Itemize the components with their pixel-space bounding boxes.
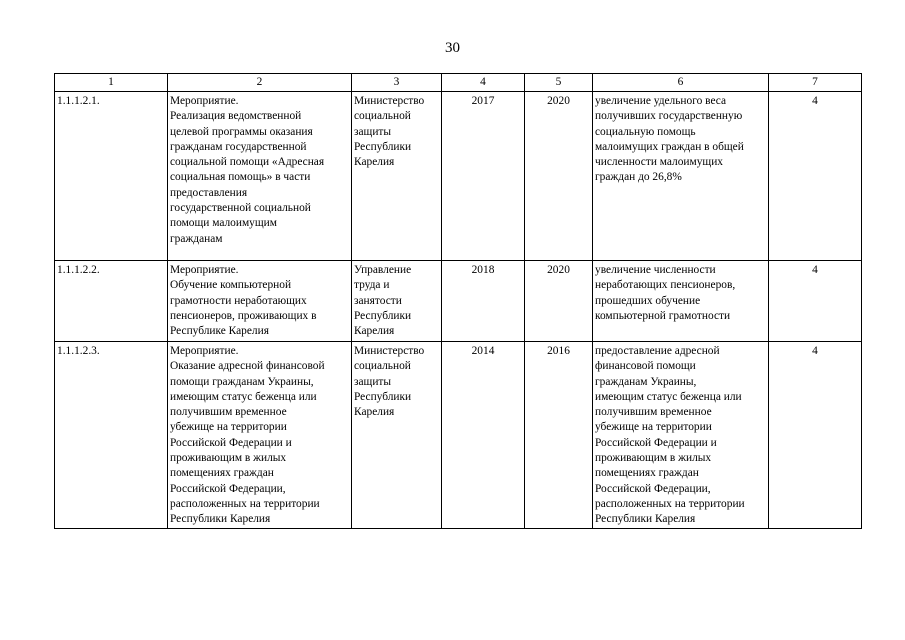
result-line: расположенных на территории — [595, 497, 745, 510]
executor-cell — [352, 92, 442, 261]
activity-line: социальная помощь» в части — [170, 171, 311, 184]
result-line: помещениях граждан — [595, 467, 699, 480]
start-year-cell: 2017 — [442, 92, 525, 261]
end-year-cell: 2016 — [525, 342, 593, 529]
activity-line: государственной социальной — [170, 202, 311, 215]
result-line: Российской Федерации и — [595, 436, 717, 449]
result-line: компьютерной грамотности — [595, 309, 731, 322]
header-cell: 1 — [55, 74, 168, 92]
end-year-cell: 2020 — [525, 261, 593, 342]
code-cell: 1.1.1.2.2. — [55, 261, 168, 342]
executor-cell — [352, 261, 442, 342]
result-line: Российской Федерации, — [595, 482, 711, 495]
executor-line: защиты — [354, 375, 392, 388]
activity-line: получившим временное — [170, 406, 287, 419]
code-cell: 1.1.1.2.1. — [55, 92, 168, 261]
result-line: получивших государственную — [595, 110, 743, 123]
activity-line: проживающим в жилых — [170, 452, 287, 465]
executor-line: Карелия — [354, 156, 395, 169]
activity-line: Обучение компьютерной — [170, 279, 292, 292]
activity-line: Мероприятие. — [170, 264, 239, 276]
result-line: убежище на территории — [595, 421, 712, 434]
activity-line: помещениях граждан — [170, 467, 274, 480]
header-cell: 2 — [168, 74, 352, 92]
executor-line: Управление — [354, 264, 412, 276]
activity-line: социальной помощи «Адресная — [170, 156, 325, 169]
executor-line: труда и — [354, 279, 390, 292]
executor-line: Карелия — [354, 325, 395, 338]
start-year-cell: 2014 — [442, 342, 525, 529]
activity-line: гражданам — [170, 232, 223, 245]
executor-line: Карелия — [354, 406, 395, 419]
activity-line: целевой программы оказания — [170, 125, 313, 138]
code-cell: 1.1.1.2.3. — [55, 342, 168, 529]
activity-cell — [168, 342, 352, 529]
executor-line: Республики — [354, 309, 412, 322]
table-row — [55, 342, 862, 529]
header-cell: 5 — [525, 74, 593, 92]
executor-line: социальной — [354, 110, 411, 123]
result-line: предоставление адресной — [595, 345, 720, 357]
activity-cell — [168, 261, 352, 342]
activity-line: убежище на территории — [170, 421, 287, 434]
start-year-cell: 2018 — [442, 261, 525, 342]
table-row — [55, 92, 862, 261]
result-line: получившим временное — [595, 406, 712, 419]
indicator-cell: 4 — [769, 92, 862, 261]
activity-line: помощи малоимущим — [170, 217, 277, 230]
activity-line: гражданам государственной — [170, 140, 307, 153]
header-cell: 6 — [593, 74, 769, 92]
result-line: малоимущих граждан в общей — [595, 140, 744, 153]
result-line: финансовой помощи — [595, 360, 696, 373]
result-line: прошедших обучение — [595, 294, 701, 307]
executor-line: Министерство — [354, 95, 425, 107]
table-header-row — [55, 74, 862, 92]
activity-line: Российской Федерации, — [170, 482, 286, 495]
result-line: Республики Карелия — [595, 513, 696, 526]
result-line: граждан до 26,8% — [595, 171, 682, 184]
result-cell — [593, 261, 769, 342]
result-line: численности малоимущих — [595, 156, 723, 169]
page-number: 30 — [445, 40, 460, 56]
table-row — [55, 261, 862, 342]
result-line: гражданам Украины, — [595, 375, 697, 388]
activity-line: Мероприятие. — [170, 345, 239, 357]
activity-line: Республики Карелия — [170, 513, 271, 526]
end-year-cell: 2020 — [525, 92, 593, 261]
result-cell — [593, 342, 769, 529]
result-line: увеличение удельного веса — [595, 95, 727, 107]
header-cell: 7 — [769, 74, 862, 92]
result-line: имеющим статус беженца или — [595, 390, 742, 403]
executor-line: социальной — [354, 360, 411, 373]
activity-line: Республике Карелия — [170, 325, 269, 338]
result-cell — [593, 92, 769, 261]
activity-line: Российской Федерации и — [170, 436, 292, 449]
executor-line: Министерство — [354, 345, 425, 357]
activity-line: грамотности неработающих — [170, 294, 307, 307]
activity-cell — [168, 92, 352, 261]
result-line: проживающим в жилых — [595, 452, 712, 465]
activity-line: Оказание адресной финансовой — [170, 360, 325, 373]
activity-line: Реализация ведомственной — [170, 110, 302, 123]
activity-line: предоставления — [170, 186, 248, 199]
result-line: социальную помощь — [595, 125, 696, 138]
executor-line: защиты — [354, 125, 392, 138]
result-line: увеличение численности — [595, 264, 716, 276]
indicator-cell: 4 — [769, 342, 862, 529]
indicator-cell: 4 — [769, 261, 862, 342]
program-table — [54, 73, 862, 529]
header-cell: 4 — [442, 74, 525, 92]
executor-cell — [352, 342, 442, 529]
activity-line: помощи гражданам Украины, — [170, 375, 314, 388]
activity-line: Мероприятие. — [170, 95, 239, 107]
executor-line: Республики — [354, 390, 412, 403]
activity-line: имеющим статус беженца или — [170, 390, 317, 403]
executor-line: занятости — [354, 294, 402, 307]
result-line: неработающих пенсионеров, — [595, 279, 736, 292]
activity-line: пенсионеров, проживающих в — [170, 309, 317, 322]
activity-line: расположенных на территории — [170, 497, 320, 510]
header-cell: 3 — [352, 74, 442, 92]
executor-line: Республики — [354, 140, 412, 153]
